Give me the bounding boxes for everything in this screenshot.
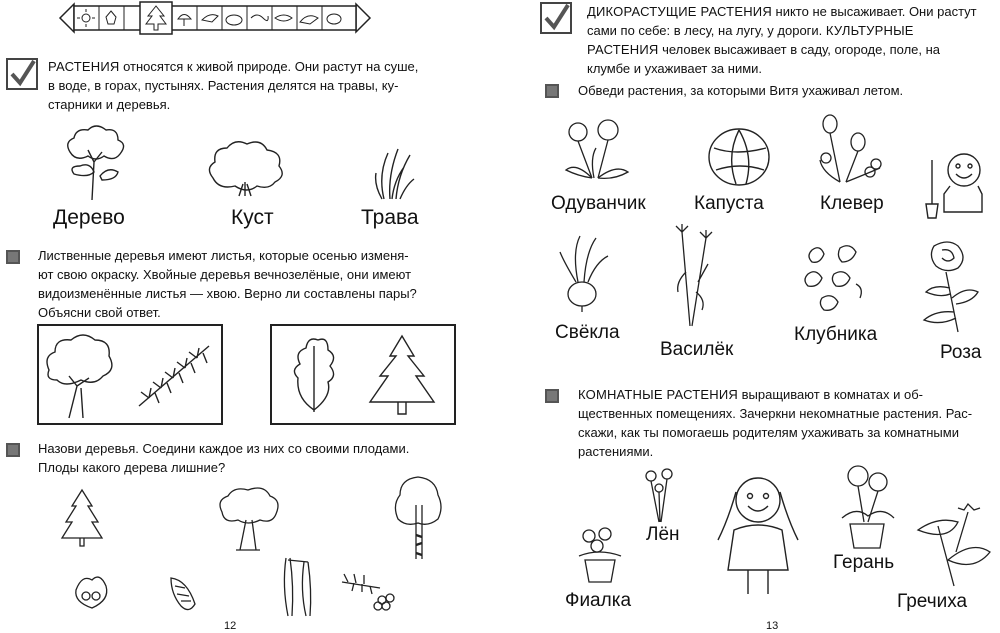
task3-text: Обведи растения, за которыми Витя ухаживал летом.: [578, 83, 904, 98]
cabbage-illustration[interactable]: [706, 126, 772, 188]
house-plants-term: КОМНАТНЫЕ РАСТЕНИЯ: [578, 387, 739, 402]
season-bar: [60, 2, 370, 34]
page-number-left: 12: [224, 620, 237, 632]
plant-beet: Свёкла: [555, 322, 620, 343]
grass-illustration: [374, 145, 414, 200]
clover-illustration[interactable]: [816, 112, 890, 190]
intro-text: [48, 57, 456, 114]
beet-illustration[interactable]: [556, 232, 612, 314]
plant-type-grass: Трава: [361, 206, 419, 229]
house-plants-line-1: выращивают в комнатах и об-: [738, 387, 923, 402]
plant-flax: Лён: [646, 524, 680, 545]
intro-checkbox[interactable]: [6, 58, 38, 90]
task-marker-1: [6, 250, 20, 264]
acorn-fruit-illustration[interactable]: [70, 570, 112, 612]
plant-cabbage: Капуста: [694, 193, 764, 214]
cornflower-illustration[interactable]: [662, 222, 722, 332]
task-marker-4: [545, 389, 559, 403]
strawberry-illustration[interactable]: [798, 240, 870, 318]
house-plants-text: [578, 385, 998, 461]
task2-line-2: Плоды какого дерева лишние?: [38, 460, 226, 475]
oak-leaf-and-fir-tree: [272, 326, 454, 423]
page-number-right: 13: [766, 620, 779, 632]
buckwheat-illustration[interactable]: [908, 500, 992, 588]
plant-rose: Роза: [940, 342, 982, 363]
intro-term: РАСТЕНИЯ: [48, 59, 120, 74]
task1-line-3: видоизменённые листья — хвою. Верно ли составлены пары?: [38, 286, 417, 301]
pair-box-2[interactable]: [270, 324, 456, 425]
wild-plants-line-1: никто не высаживает. Они растут: [771, 4, 977, 19]
plant-dandelion: Одуванчик: [551, 193, 646, 214]
plant-cornflower: Василёк: [660, 339, 734, 360]
house-plants-line-4: растениями.: [578, 444, 654, 459]
checkmark-icon: [8, 60, 36, 88]
wild-plants-line-2: сами по себе: в лесу, на лугу, у дороги.: [587, 23, 823, 38]
girl-with-plants-illustration: [708, 470, 808, 598]
task-marker-3: [545, 84, 559, 98]
violet-pot-illustration[interactable]: [575, 526, 625, 586]
plant-geranium: Герань: [833, 552, 895, 573]
wild-plants-line-3: человек высаживает в саду, огороде, поле, на: [658, 42, 941, 57]
season-bar-frame: [60, 2, 370, 34]
task-marker-2: [6, 443, 20, 457]
house-plants-line-3: скажи, как ты помогаешь родителям ухаживать за комнатными: [578, 425, 959, 440]
plant-type-tree: Дерево: [53, 206, 125, 229]
flax-illustration[interactable]: [641, 468, 679, 524]
wild-plants-line-4: клумбе и ухаживает за ними.: [587, 61, 763, 76]
wild-plants-text: [587, 2, 999, 78]
bush-illustration: [205, 138, 287, 198]
intro-line-3: старники и деревья.: [48, 97, 171, 112]
checkmark-icon: [542, 4, 570, 32]
task1-text: [38, 246, 456, 322]
pair-box-1[interactable]: [37, 324, 223, 425]
house-plants-line-2: щественных помещениях. Зачеркни некомнатные растения. Рас-: [578, 406, 973, 421]
dandelion-illustration[interactable]: [562, 118, 634, 188]
geranium-illustration[interactable]: [832, 462, 902, 552]
cultivated-plants-term-2: РАСТЕНИЯ: [587, 42, 659, 57]
task1-line-2: ют свою окраску. Хвойные деревья вечнозелёные, они имеют: [38, 267, 412, 282]
wild-plants-checkbox[interactable]: [540, 2, 572, 34]
plant-type-bush: Куст: [231, 206, 274, 229]
rose-illustration[interactable]: [912, 238, 984, 334]
birch-tree-illustration[interactable]: [392, 475, 442, 561]
tree-illustration: [60, 122, 130, 202]
oak-tree-and-pine-branch: [39, 326, 221, 423]
task2-text: [38, 439, 456, 477]
task1-line-4: Объясни свой ответ.: [38, 305, 161, 320]
birch-catkin-illustration[interactable]: [278, 556, 318, 618]
task1-line-1: Лиственные деревья имеют листья, которые осенью изменя-: [38, 248, 409, 263]
task2-line-1: Назови деревья. Соедини каждое из них со своими плодами.: [38, 441, 410, 456]
plant-strawberry: Клубника: [794, 324, 878, 345]
vitya-boy-with-shovel-illustration: [918, 150, 990, 222]
wild-plants-term: ДИКОРАСТУЩИЕ РАСТЕНИЯ: [587, 4, 772, 19]
oak-tree-illustration[interactable]: [214, 486, 284, 552]
plant-clover: Клевер: [820, 193, 884, 214]
intro-line-2: в воде, в горах, пустынях. Растения делятся на травы, ку-: [48, 78, 399, 93]
plant-violet: Фиалка: [565, 590, 632, 611]
pine-cone-illustration[interactable]: [163, 570, 203, 614]
intro-line-1: относятся к живой природе. Они растут на суше,: [119, 59, 419, 74]
rowan-branch-illustration[interactable]: [340, 568, 400, 616]
fir-tree-illustration[interactable]: [60, 488, 104, 548]
cultivated-plants-term: КУЛЬТУРНЫЕ: [825, 23, 914, 38]
plant-buckwheat: Гречиха: [897, 591, 968, 612]
